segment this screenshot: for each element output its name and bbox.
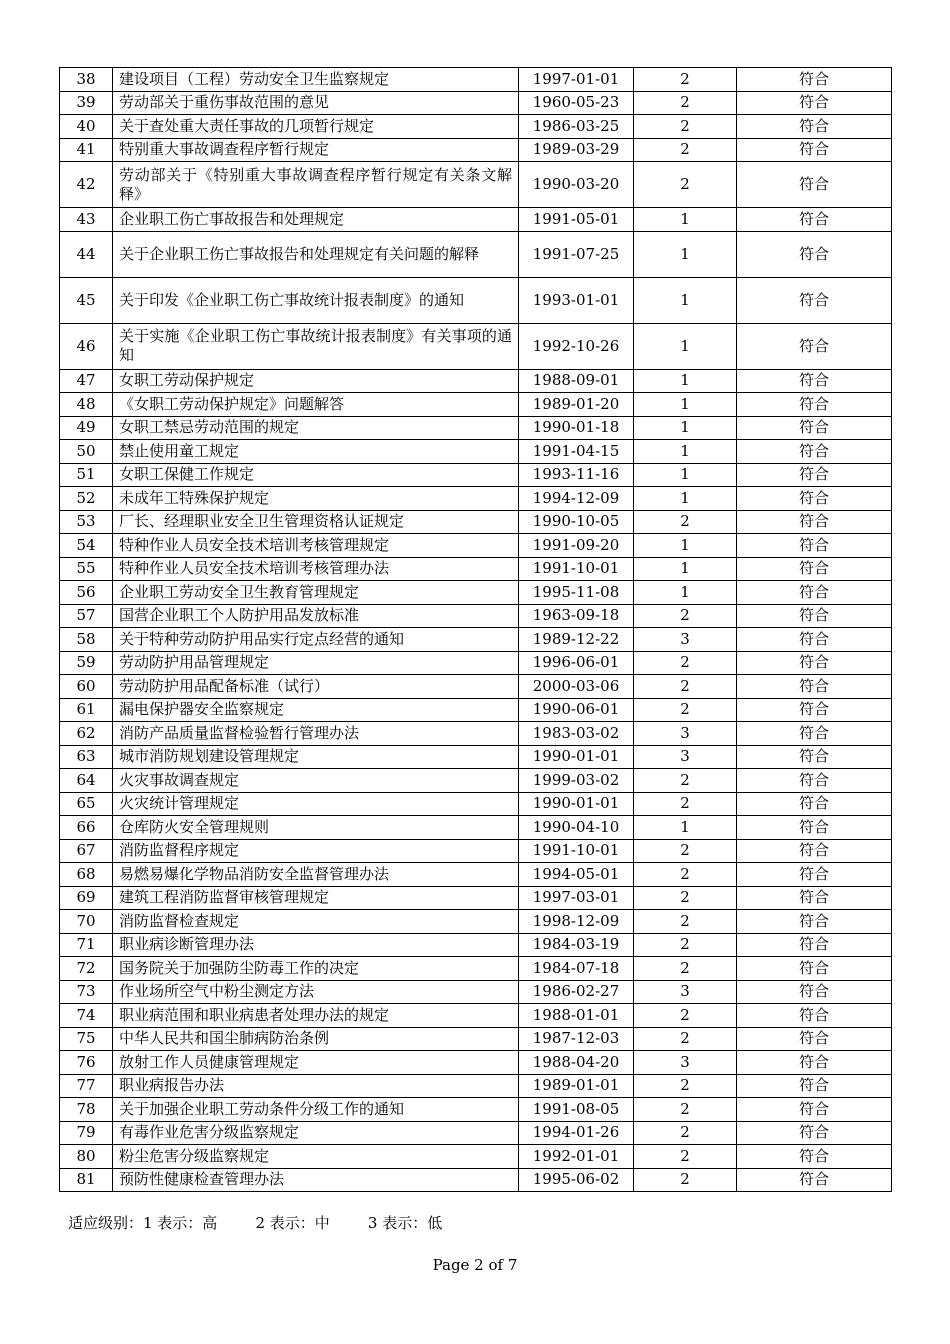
applicability-level: 1 <box>634 208 737 232</box>
effective-date: 1990-01-18 <box>519 416 634 440</box>
effective-date: 1984-03-19 <box>519 933 634 957</box>
regulation-title: 易燃易爆化学物品消防安全监督管理办法 <box>113 863 519 887</box>
regulation-title: 作业场所空气中粉尘测定方法 <box>113 980 519 1004</box>
effective-date: 1989-12-22 <box>519 628 634 652</box>
effective-date: 1992-01-01 <box>519 1145 634 1169</box>
effective-date: 1986-03-25 <box>519 115 634 139</box>
compliance-result: 符合 <box>737 463 892 487</box>
applicability-level: 2 <box>634 1168 737 1192</box>
regulation-title: 关于查处重大责任事故的几项暂行规定 <box>113 115 519 139</box>
row-number: 38 <box>60 68 113 92</box>
compliance-result: 符合 <box>737 1027 892 1051</box>
row-number: 79 <box>60 1121 113 1145</box>
effective-date: 1989-03-29 <box>519 138 634 162</box>
applicability-level: 2 <box>634 510 737 534</box>
applicability-level: 1 <box>634 369 737 393</box>
table-row <box>60 440 892 464</box>
compliance-result: 符合 <box>737 839 892 863</box>
regulation-title: 厂长、经理职业安全卫生管理资格认证规定 <box>113 510 519 534</box>
regulation-title: 特种作业人员安全技术培训考核管理办法 <box>113 557 519 581</box>
table-row <box>60 208 892 232</box>
compliance-result: 符合 <box>737 162 892 208</box>
regulation-title: 火灾事故调查规定 <box>113 769 519 793</box>
applicability-level: 2 <box>634 839 737 863</box>
applicability-level: 2 <box>634 957 737 981</box>
table-row <box>60 416 892 440</box>
table-row <box>60 369 892 393</box>
table-row <box>60 745 892 769</box>
regulation-title: 特别重大事故调查程序暂行规定 <box>113 138 519 162</box>
effective-date: 1986-02-27 <box>519 980 634 1004</box>
applicability-level: 2 <box>634 162 737 208</box>
compliance-result: 符合 <box>737 886 892 910</box>
table-row <box>60 277 892 323</box>
table-row <box>60 957 892 981</box>
applicability-level: 1 <box>634 487 737 511</box>
table-row <box>60 675 892 699</box>
regulation-title: 企业职工劳动安全卫生教育管理规定 <box>113 581 519 605</box>
table-row <box>60 698 892 722</box>
row-number: 70 <box>60 910 113 934</box>
applicability-level: 2 <box>634 68 737 92</box>
effective-date: 1994-12-09 <box>519 487 634 511</box>
effective-date: 1988-04-20 <box>519 1051 634 1075</box>
applicability-level: 1 <box>634 557 737 581</box>
table-row <box>60 487 892 511</box>
compliance-result: 符合 <box>737 816 892 840</box>
effective-date: 1989-01-20 <box>519 393 634 417</box>
table-row <box>60 839 892 863</box>
row-number: 68 <box>60 863 113 887</box>
effective-date: 1990-01-01 <box>519 792 634 816</box>
compliance-result: 符合 <box>737 68 892 92</box>
effective-date: 1996-06-01 <box>519 651 634 675</box>
applicability-level: 1 <box>634 393 737 417</box>
row-number: 44 <box>60 231 113 277</box>
compliance-result: 符合 <box>737 138 892 162</box>
effective-date: 1990-10-05 <box>519 510 634 534</box>
table-row <box>60 1121 892 1145</box>
effective-date: 1997-03-01 <box>519 886 634 910</box>
row-number: 55 <box>60 557 113 581</box>
applicability-level: 2 <box>634 1027 737 1051</box>
compliance-result: 符合 <box>737 722 892 746</box>
regulation-title: 预防性健康检查管理办法 <box>113 1168 519 1192</box>
regulation-title: 劳动部关于《特别重大事故调查程序暂行规定有关条文解释》 <box>113 162 519 208</box>
regulation-title: 女职工保健工作规定 <box>113 463 519 487</box>
table-row <box>60 604 892 628</box>
applicability-level: 1 <box>634 581 737 605</box>
table-row <box>60 323 892 369</box>
regulation-title: 消防监督程序规定 <box>113 839 519 863</box>
regulation-title: 漏电保护器安全监察规定 <box>113 698 519 722</box>
applicability-level: 1 <box>634 440 737 464</box>
row-number: 75 <box>60 1027 113 1051</box>
regulations-table-body <box>60 68 892 1192</box>
table-row <box>60 769 892 793</box>
applicability-level: 2 <box>634 675 737 699</box>
regulation-title: 禁止使用童工规定 <box>113 440 519 464</box>
row-number: 47 <box>60 369 113 393</box>
regulation-title: 企业职工伤亡事故报告和处理规定 <box>113 208 519 232</box>
applicability-level: 1 <box>634 323 737 369</box>
row-number: 76 <box>60 1051 113 1075</box>
compliance-result: 符合 <box>737 980 892 1004</box>
regulation-title: 关于实施《企业职工伤亡事故统计报表制度》有关事项的通知 <box>113 323 519 369</box>
applicability-level: 2 <box>634 1004 737 1028</box>
applicability-level: 2 <box>634 863 737 887</box>
regulation-title: 国务院关于加强防尘防毒工作的决定 <box>113 957 519 981</box>
effective-date: 1991-10-01 <box>519 557 634 581</box>
row-number: 54 <box>60 534 113 558</box>
row-number: 66 <box>60 816 113 840</box>
applicability-level: 1 <box>634 277 737 323</box>
applicability-level: 2 <box>634 769 737 793</box>
compliance-result: 符合 <box>737 910 892 934</box>
compliance-result: 符合 <box>737 487 892 511</box>
compliance-result: 符合 <box>737 1168 892 1192</box>
compliance-result: 符合 <box>737 557 892 581</box>
compliance-result: 符合 <box>737 628 892 652</box>
compliance-result: 符合 <box>737 416 892 440</box>
compliance-result: 符合 <box>737 231 892 277</box>
applicability-level: 2 <box>634 115 737 139</box>
row-number: 67 <box>60 839 113 863</box>
row-number: 61 <box>60 698 113 722</box>
effective-date: 1984-07-18 <box>519 957 634 981</box>
row-number: 56 <box>60 581 113 605</box>
applicability-level: 3 <box>634 628 737 652</box>
applicability-level: 2 <box>634 933 737 957</box>
effective-date: 1993-01-01 <box>519 277 634 323</box>
compliance-result: 符合 <box>737 933 892 957</box>
regulation-title: 中华人民共和国尘肺病防治条例 <box>113 1027 519 1051</box>
compliance-result: 符合 <box>737 534 892 558</box>
row-number: 71 <box>60 933 113 957</box>
regulation-title: 城市消防规划建设管理规定 <box>113 745 519 769</box>
row-number: 60 <box>60 675 113 699</box>
compliance-result: 符合 <box>737 745 892 769</box>
row-number: 64 <box>60 769 113 793</box>
table-row <box>60 510 892 534</box>
applicability-level: 3 <box>634 980 737 1004</box>
table-row <box>60 162 892 208</box>
compliance-result: 符合 <box>737 1145 892 1169</box>
applicability-level: 3 <box>634 1051 737 1075</box>
row-number: 41 <box>60 138 113 162</box>
applicability-level: 3 <box>634 722 737 746</box>
regulation-title: 建筑工程消防监督审核管理规定 <box>113 886 519 910</box>
effective-date: 1991-08-05 <box>519 1098 634 1122</box>
applicability-level: 2 <box>634 604 737 628</box>
effective-date: 1994-05-01 <box>519 863 634 887</box>
regulation-title: 劳动防护用品配备标准（试行） <box>113 675 519 699</box>
table-row <box>60 980 892 1004</box>
effective-date: 1991-05-01 <box>519 208 634 232</box>
effective-date: 1990-06-01 <box>519 698 634 722</box>
regulation-title: 消防产品质量监督检验暂行管理办法 <box>113 722 519 746</box>
table-row <box>60 651 892 675</box>
effective-date: 1991-09-20 <box>519 534 634 558</box>
regulation-title: 关于特种劳动防护用品实行定点经营的通知 <box>113 628 519 652</box>
regulation-title: 女职工禁忌劳动范围的规定 <box>113 416 519 440</box>
regulation-title: 消防监督检查规定 <box>113 910 519 934</box>
compliance-result: 符合 <box>737 698 892 722</box>
regulations-table <box>59 67 892 1192</box>
row-number: 48 <box>60 393 113 417</box>
compliance-result: 符合 <box>737 115 892 139</box>
effective-date: 1994-01-26 <box>519 1121 634 1145</box>
effective-date: 1988-01-01 <box>519 1004 634 1028</box>
effective-date: 1989-01-01 <box>519 1074 634 1098</box>
regulation-title: 未成年工特殊保护规定 <box>113 487 519 511</box>
row-number: 53 <box>60 510 113 534</box>
table-row <box>60 534 892 558</box>
effective-date: 1960-05-23 <box>519 91 634 115</box>
effective-date: 1988-09-01 <box>519 369 634 393</box>
table-row <box>60 816 892 840</box>
row-number: 40 <box>60 115 113 139</box>
regulation-title: 劳动防护用品管理规定 <box>113 651 519 675</box>
regulation-title: 火灾统计管理规定 <box>113 792 519 816</box>
table-row <box>60 1145 892 1169</box>
table-row <box>60 863 892 887</box>
row-number: 46 <box>60 323 113 369</box>
effective-date: 1963-09-18 <box>519 604 634 628</box>
effective-date: 1990-04-10 <box>519 816 634 840</box>
row-number: 78 <box>60 1098 113 1122</box>
table-row <box>60 91 892 115</box>
compliance-result: 符合 <box>737 369 892 393</box>
applicability-level: 1 <box>634 534 737 558</box>
table-row <box>60 1074 892 1098</box>
row-number: 51 <box>60 463 113 487</box>
effective-date: 1995-11-08 <box>519 581 634 605</box>
compliance-result: 符合 <box>737 277 892 323</box>
regulation-title: 粉尘危害分级监察规定 <box>113 1145 519 1169</box>
regulation-title: 职业病诊断管理办法 <box>113 933 519 957</box>
compliance-result: 符合 <box>737 323 892 369</box>
applicability-level: 2 <box>634 1121 737 1145</box>
applicability-level: 2 <box>634 1074 737 1098</box>
compliance-result: 符合 <box>737 91 892 115</box>
table-row <box>60 1168 892 1192</box>
applicability-level: 2 <box>634 138 737 162</box>
regulation-title: 女职工劳动保护规定 <box>113 369 519 393</box>
applicability-level: 3 <box>634 745 737 769</box>
row-number: 49 <box>60 416 113 440</box>
table-row <box>60 1027 892 1051</box>
applicability-level: 2 <box>634 886 737 910</box>
table-row <box>60 1051 892 1075</box>
applicability-level: 1 <box>634 463 737 487</box>
table-row <box>60 463 892 487</box>
effective-date: 1991-10-01 <box>519 839 634 863</box>
regulation-title: 职业病报告办法 <box>113 1074 519 1098</box>
effective-date: 1990-01-01 <box>519 745 634 769</box>
table-row <box>60 231 892 277</box>
row-number: 72 <box>60 957 113 981</box>
effective-date: 1997-01-01 <box>519 68 634 92</box>
compliance-result: 符合 <box>737 792 892 816</box>
effective-date: 1983-03-02 <box>519 722 634 746</box>
row-number: 57 <box>60 604 113 628</box>
regulation-title: 仓库防火安全管理规则 <box>113 816 519 840</box>
table-row <box>60 557 892 581</box>
regulation-title: 建设项目（工程）劳动安全卫生监察规定 <box>113 68 519 92</box>
applicability-level: 1 <box>634 231 737 277</box>
compliance-result: 符合 <box>737 863 892 887</box>
level-legend: 适应级别：1 表示：高 2 表示：中 3 表示：低 <box>68 1214 443 1232</box>
applicability-level: 2 <box>634 651 737 675</box>
compliance-result: 符合 <box>737 651 892 675</box>
page-footer: Page 2 of 7 <box>432 1256 518 1274</box>
table-row <box>60 115 892 139</box>
compliance-result: 符合 <box>737 208 892 232</box>
applicability-level: 1 <box>634 816 737 840</box>
table-row <box>60 581 892 605</box>
compliance-result: 符合 <box>737 957 892 981</box>
applicability-level: 2 <box>634 792 737 816</box>
regulation-title: 关于企业职工伤亡事故报告和处理规定有关问题的解释 <box>113 231 519 277</box>
effective-date: 1999-03-02 <box>519 769 634 793</box>
compliance-result: 符合 <box>737 1074 892 1098</box>
table-row <box>60 792 892 816</box>
compliance-result: 符合 <box>737 1004 892 1028</box>
compliance-result: 符合 <box>737 581 892 605</box>
applicability-level: 1 <box>634 416 737 440</box>
row-number: 65 <box>60 792 113 816</box>
regulation-title: 《女职工劳动保护规定》问题解答 <box>113 393 519 417</box>
effective-date: 1995-06-02 <box>519 1168 634 1192</box>
applicability-level: 2 <box>634 1098 737 1122</box>
table-row <box>60 393 892 417</box>
row-number: 77 <box>60 1074 113 1098</box>
regulation-title: 国营企业职工个人防护用品发放标准 <box>113 604 519 628</box>
row-number: 73 <box>60 980 113 1004</box>
table-row <box>60 933 892 957</box>
row-number: 45 <box>60 277 113 323</box>
applicability-level: 2 <box>634 1145 737 1169</box>
applicability-level: 2 <box>634 910 737 934</box>
row-number: 58 <box>60 628 113 652</box>
row-number: 39 <box>60 91 113 115</box>
row-number: 63 <box>60 745 113 769</box>
regulation-title: 关于加强企业职工劳动条件分级工作的通知 <box>113 1098 519 1122</box>
effective-date: 1987-12-03 <box>519 1027 634 1051</box>
effective-date: 2000-03-06 <box>519 675 634 699</box>
effective-date: 1993-11-16 <box>519 463 634 487</box>
applicability-level: 2 <box>634 698 737 722</box>
row-number: 69 <box>60 886 113 910</box>
applicability-level: 2 <box>634 91 737 115</box>
compliance-result: 符合 <box>737 393 892 417</box>
regulation-title: 特种作业人员安全技术培训考核管理规定 <box>113 534 519 558</box>
compliance-result: 符合 <box>737 675 892 699</box>
row-number: 62 <box>60 722 113 746</box>
compliance-result: 符合 <box>737 769 892 793</box>
row-number: 43 <box>60 208 113 232</box>
regulation-title: 有毒作业危害分级监察规定 <box>113 1121 519 1145</box>
row-number: 42 <box>60 162 113 208</box>
row-number: 52 <box>60 487 113 511</box>
table-row <box>60 68 892 92</box>
table-row <box>60 910 892 934</box>
compliance-result: 符合 <box>737 1051 892 1075</box>
table-row <box>60 628 892 652</box>
effective-date: 1992-10-26 <box>519 323 634 369</box>
regulation-title: 劳动部关于重伤事故范围的意见 <box>113 91 519 115</box>
regulation-title: 职业病范围和职业病患者处理办法的规定 <box>113 1004 519 1028</box>
row-number: 74 <box>60 1004 113 1028</box>
row-number: 80 <box>60 1145 113 1169</box>
regulation-title: 放射工作人员健康管理规定 <box>113 1051 519 1075</box>
compliance-result: 符合 <box>737 1121 892 1145</box>
effective-date: 1991-07-25 <box>519 231 634 277</box>
effective-date: 1990-03-20 <box>519 162 634 208</box>
effective-date: 1991-04-15 <box>519 440 634 464</box>
compliance-result: 符合 <box>737 440 892 464</box>
compliance-result: 符合 <box>737 1098 892 1122</box>
regulation-title: 关于印发《企业职工伤亡事故统计报表制度》的通知 <box>113 277 519 323</box>
table-row <box>60 886 892 910</box>
compliance-result: 符合 <box>737 510 892 534</box>
table-row <box>60 722 892 746</box>
table-row <box>60 138 892 162</box>
compliance-result: 符合 <box>737 604 892 628</box>
table-row <box>60 1098 892 1122</box>
row-number: 59 <box>60 651 113 675</box>
table-row <box>60 1004 892 1028</box>
row-number: 81 <box>60 1168 113 1192</box>
row-number: 50 <box>60 440 113 464</box>
effective-date: 1998-12-09 <box>519 910 634 934</box>
